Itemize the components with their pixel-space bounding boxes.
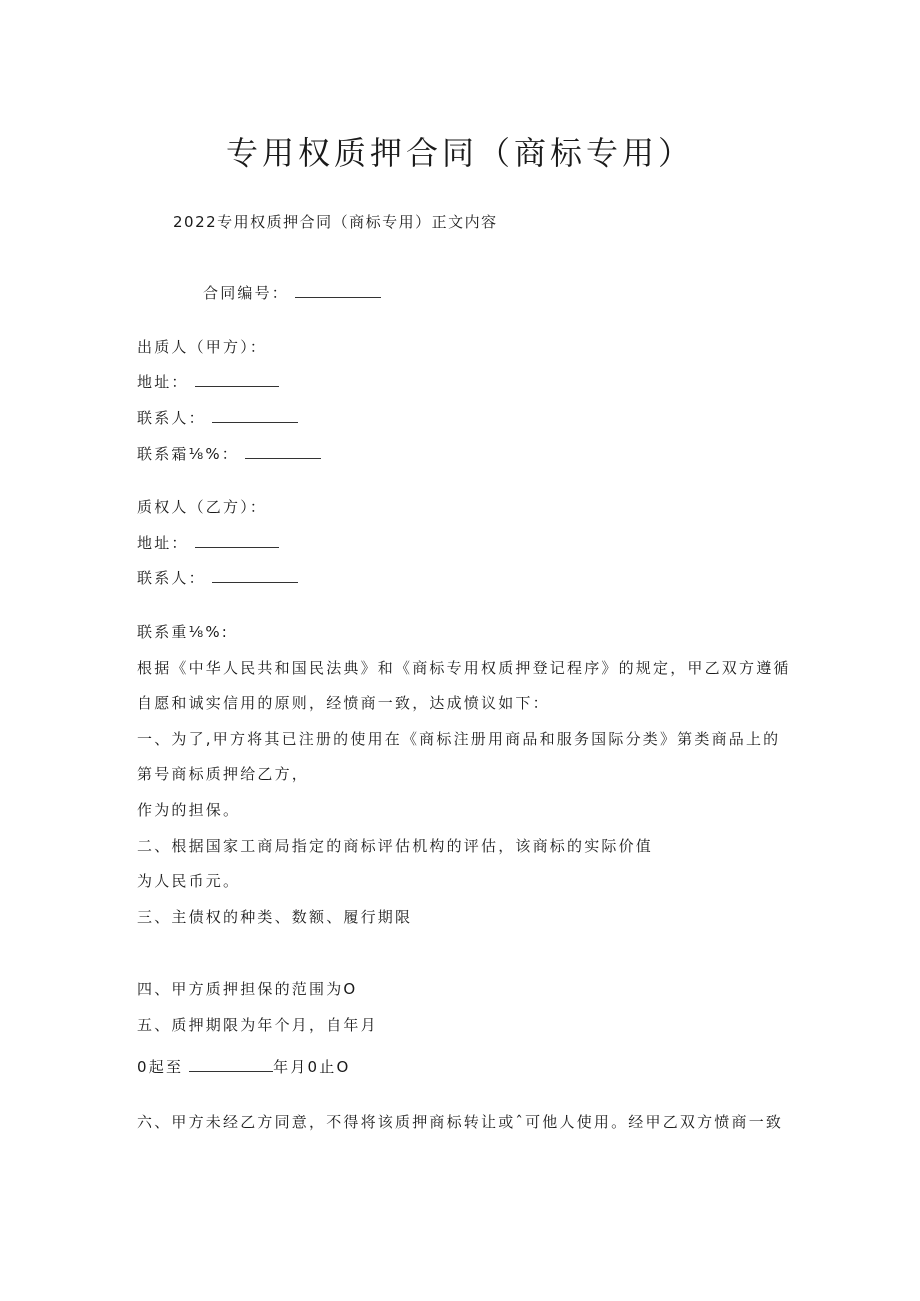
clause-2-line-1: 二、根据国家工商局指定的商标评估机构的评估，该商标的实际价值: [137, 837, 654, 855]
pledgor-address-label: 地址：: [137, 373, 189, 391]
pledgee-phone-label: 联系重⅛%:: [137, 623, 230, 641]
pledgee-address-line: [137, 533, 279, 553]
pledgor-phone-line: [137, 444, 321, 464]
contract-number-label: 合同编号：: [203, 284, 290, 302]
clause-preamble-line-2: 自愿和诚实信用的原则，经愤商一致，达成愤议如下：: [137, 694, 550, 712]
pledgee-address-blank: [195, 533, 279, 548]
contract-number-line: [203, 283, 381, 303]
clause-2-line-2: 为人民币元。: [137, 872, 241, 890]
document-title: 专用权质押合同（商标专用）: [225, 134, 694, 172]
pledgee-contact-label: 联系人：: [137, 569, 206, 587]
clause-5-start-text: 0起至: [137, 1058, 184, 1076]
clause-3: 三、主债权的种类、数额、履行期限: [137, 908, 413, 926]
pledgor-address-blank: [195, 372, 279, 387]
clause-5-end-text: 年月0止O: [273, 1058, 351, 1076]
pledgee-contact-line: [137, 568, 298, 588]
clause-5-line-2: [137, 1057, 351, 1077]
document-subtitle: 2022专用权质押合同（商标专用）正文内容: [173, 213, 498, 231]
clause-4: 四、甲方质押担保的范围为O: [137, 980, 358, 998]
pledgor-address-line: [137, 372, 279, 392]
contract-number-blank: [295, 283, 381, 298]
pledgor-contact-line: [137, 408, 298, 428]
pledgor-contact-blank: [212, 408, 298, 423]
pledgor-phone-label: 联系霜⅛%：: [137, 445, 239, 463]
pledgee-heading: 质权人（乙方）：: [137, 498, 268, 516]
pledgor-heading: 出质人（甲方）：: [137, 338, 268, 356]
clause-preamble-line-1: 根据《中华人民共和国民法典》和《商标专用权质押登记程序》的规定，甲乙双方遵循: [137, 659, 791, 677]
pledgor-contact-label: 联系人：: [137, 409, 206, 427]
clause-5-line-1: 五、质押期限为年个月，自年月: [137, 1016, 378, 1034]
clause-5-date-blank: [189, 1057, 273, 1072]
clause-1-line-2: 第号商标质押给乙方，: [137, 765, 310, 783]
clause-1-line-3: 作为的担保。: [137, 801, 241, 819]
pledgor-phone-blank: [245, 444, 321, 459]
clause-6-line-1: 六、甲方未经乙方同意，不得将该质押商标转让或ˆ可他人使用。经甲乙双方愤商一致: [137, 1113, 784, 1131]
clause-1-line-1: 一、为了,甲方将其已注册的使用在《商标注册用商品和服务国际分类》第类商品上的: [137, 730, 781, 748]
pledgee-address-label: 地址：: [137, 534, 189, 552]
pledgee-contact-blank: [212, 568, 298, 583]
